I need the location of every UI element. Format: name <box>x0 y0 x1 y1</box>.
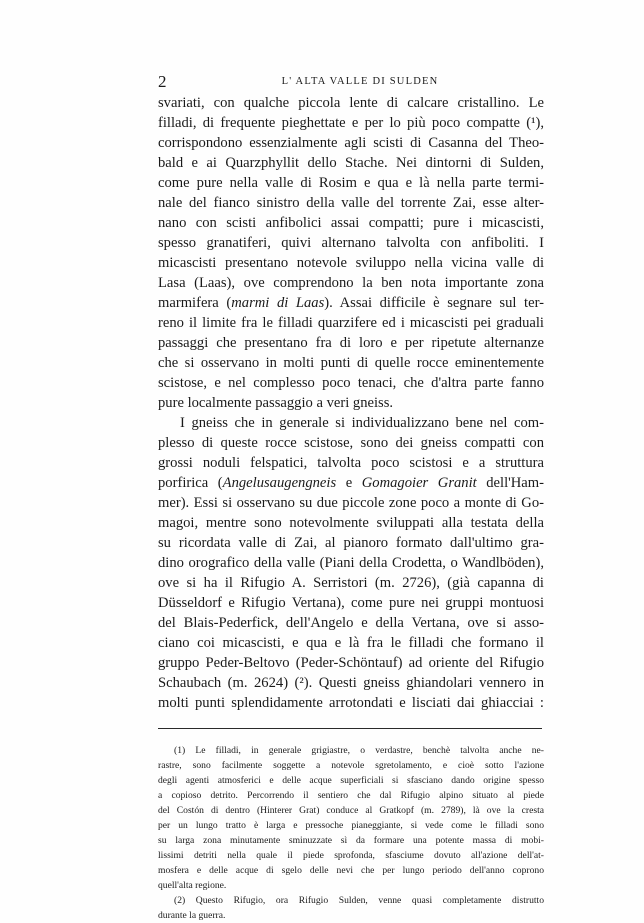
footnote-line: rastre, sono facilmente soggette a notevole sgretolamento, e cioè sotto l'azione <box>158 760 544 771</box>
body-text <box>158 93 544 713</box>
text-line-with-italic <box>158 473 544 493</box>
running-title: L' ALTA VALLE DI SULDEN <box>281 76 439 87</box>
text-line: come pure nella valle di Rosim e qua e là nella parte termi- <box>158 175 544 191</box>
text-line: filladi, di frequente pieghettate e per lo più poco compatte (¹), <box>158 115 544 131</box>
footnote-line: a copioso detrito. Percorrendo il sentiero che dal Rifugio alpino situato al piede <box>158 790 544 801</box>
text-line: reno il limite fra le filladi quarzifere ed i micascisti pei graduali <box>158 315 544 331</box>
text-line: che si osservano in molti punti di quelle rocce eminentemente <box>158 355 544 371</box>
text-line: nale del fianco sinistro della valle del torrente Zai, esse alter- <box>158 195 544 211</box>
footnote-line: mosfera e delle acque di sgelo delle nevi che per lungo periodo dell'anno coprono <box>158 865 544 876</box>
footnote-line: (1) Le filladi, in generale grigiastre, o verdastre, benchè talvolta anche ne- <box>174 745 544 756</box>
text-line: pure localmente passaggio a veri gneiss. <box>158 395 394 411</box>
text-line: dino orografico della valle (Piani della Crodetta, o Wandlböden), <box>158 555 544 571</box>
text-line: spesso granatiferi, quivi alternano talvolta con anfiboliti. I <box>158 235 544 251</box>
text-line: I gneiss che in generale si individualizzano bene nel com- <box>180 415 544 431</box>
text-segment: marmifera ( <box>158 295 232 311</box>
text-segment: dell'Ham- <box>476 475 544 491</box>
text-line: del Blais-Pederfick, dell'Angelo e della Vertana, ove si asso- <box>158 615 544 631</box>
text-line: Lasa (Laas), ove comprendono la ben nota importante zona <box>158 275 544 291</box>
text-segment: e <box>336 475 362 491</box>
footnote-line: su larga zona minutamente sminuzzate sì da formare una potente massa di mobi- <box>158 835 544 846</box>
page-number: 2 <box>158 72 167 91</box>
footnote-rule <box>158 728 542 729</box>
text-line: magoi, mentre sono notevolmente sviluppati alla testata della <box>158 515 544 531</box>
text-line: Düsseldorf e Rifugio Vertana), come pure nei gruppi montuosi <box>158 595 544 611</box>
text-line: svariati, con qualche piccola lente di calcare cristallino. Le <box>158 95 544 111</box>
footnote-line: degli agenti atmosferici e delle acque superficiali si sfasciano dando origine spesso <box>158 775 544 786</box>
italic-term: Gomagoier Granit <box>361 475 477 491</box>
footnotes <box>158 743 544 923</box>
text-line: scistose, e nel complesso poco tenaci, che d'altra parte fanno <box>158 375 544 391</box>
text-line: plesso di queste rocce scistose, sono dei gneiss compatti con <box>158 435 544 451</box>
text-line: molti punti splendidamente arrotondati e lisciati dai ghiacciai : <box>158 695 544 711</box>
text-line: nano con scisti anfibolici assai compatti; pure i micascisti, <box>158 215 544 231</box>
text-line: ciano coi micascisti, e qua e là fra le filladi che formano il <box>158 635 544 651</box>
text-segment: ). Assai difficile è segnare sul ter- <box>324 295 544 311</box>
text-line: Schaubach (m. 2624) (²). Questi gneiss ghiandolari vennero in <box>158 675 544 691</box>
text-line: gruppo Peder-Beltovo (Peder-Schöntauf) ad oriente del Rifugio <box>158 655 544 671</box>
italic-term: marmi di Laas <box>231 295 325 311</box>
text-line: grossi noduli felspatici, talvolta poco scistosi e a struttura <box>158 455 544 471</box>
footnote-line: lissimi detriti nella quale il piede sprofonda, sfasciume dovuto all'azione dell'at- <box>158 850 544 861</box>
text-line: su ricordata valle di Zai, al pianoro formato dall'ultimo gra- <box>158 535 544 551</box>
text-line-with-italic <box>158 293 544 313</box>
text-segment: porfirica ( <box>158 475 223 491</box>
italic-term: Angelusaugengneis <box>222 475 337 491</box>
text-line: mer). Essi si osservano su due piccole zone poco a monte di Go- <box>158 495 544 511</box>
running-head <box>158 70 544 92</box>
footnote-line: (2) Questo Rifugio, ora Rifugio Sulden, venne quasi completamente distrutto <box>174 895 544 906</box>
text-line: bald e ai Quarzphyllit dello Stache. Nei dintorni di Sulden, <box>158 155 544 171</box>
book-page <box>158 70 544 923</box>
footnote-line: durante la guerra. <box>158 910 226 921</box>
footnote-line: per un lungo tratto è larga e pressoche pianeggiante, si vede come le filladi sono <box>158 820 544 831</box>
footnote-line: del Costón di dentro (Hinterer Grat) conduce al Gratkopf (m. 2789), là ove la cresta <box>158 805 544 816</box>
text-line: ove si ha il Rifugio A. Serristori (m. 2726), (già capanna di <box>158 575 544 591</box>
text-line: micascisti presentano notevole sviluppo nella vicina valle di <box>158 255 544 271</box>
text-line: passaggi che presentano fra di loro e per ripetute alternanze <box>158 335 544 351</box>
text-line: corrispondono essenzialmente agli scisti di Casanna del Theo- <box>158 135 544 151</box>
footnote-line: quell'alta regione. <box>158 880 227 891</box>
